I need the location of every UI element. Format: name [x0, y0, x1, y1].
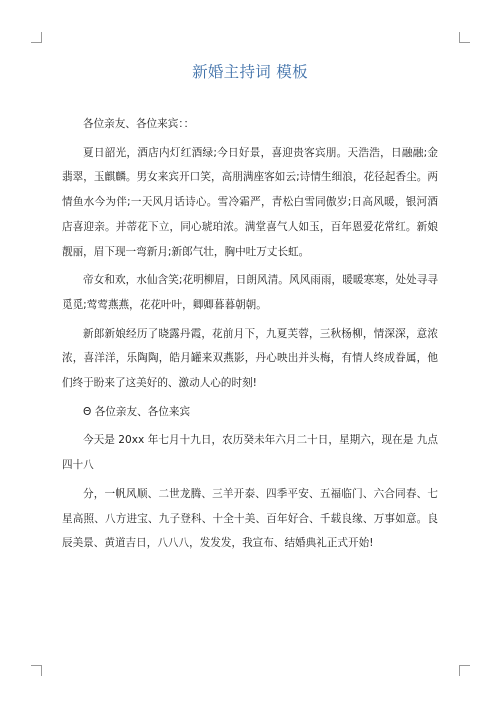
- crop-mark-top-left: [31, 32, 42, 43]
- paragraph-summer-scene: 夏日韶光，酒店内灯红酒绿;今日好景，喜迎贵客宾朋。天浩浩，日融融;金翡翠，玉麒麟。男女来宾开口笑，高朋满座客如云;诗情生细浪，花径起香尘。两情鱼水今为伴;一天风月话诗心。雪冷霜严，青松白雪同傲岁;日高风暖，银河酒店喜迎亲。并蒂花下立，同心琥珀浓。满堂喜气人如玉，百年恩爱花常红。新娘靓丽，眉下现一弯新月;新郎气壮，胸中吐万丈长虹。: [62, 146, 438, 258]
- crop-mark-bottom-right: [459, 665, 470, 676]
- paragraph-date: 今天是 20xx 年七月十九日，农历癸未年六月二十日，星期六，现在是 九点四十八: [62, 434, 438, 472]
- document-title: 新婚主持词 模板: [192, 63, 308, 81]
- paragraph-couple-journey: 新郎新娘经历了晓露丹霞，花前月下，九夏芙蓉，三秋杨柳，情深深，意浓浓，喜洋洋，乐陶陶，皓月罐来双燕影，丹心映出并头梅，有情人终成眷属，他们终于盼来了这美好的、激动人心的时刻!: [62, 327, 438, 390]
- paragraph-greeting: 各位亲友、各位来宾：：: [83, 118, 195, 130]
- crop-mark-bottom-left: [31, 665, 42, 676]
- paragraph-harmony: 帝女和欢，水仙含笑;花明柳眉，日朗风清。风风雨雨，暖暖寒寒，处处寻寻觅觅;莺莺燕燕，花花叶叶，卿卿暮暮朝朝。: [62, 274, 438, 311]
- paragraph-second-greeting: Θ 各位亲友、各位来宾: [83, 405, 191, 418]
- crop-mark-top-right: [459, 32, 470, 43]
- paragraph-announcement: 分，一帆风顺、二世龙腾、三羊开泰、四季平安、五福临门、六合同春、七星高照、八方进宝、九子登科、十全十美、百年好合、千载良缘、万事如意。良辰美景、黄道吉日，八八八，发发发，我宣布、结婚典礼正式开始!: [62, 487, 438, 550]
- document-body: [62, 112, 438, 560]
